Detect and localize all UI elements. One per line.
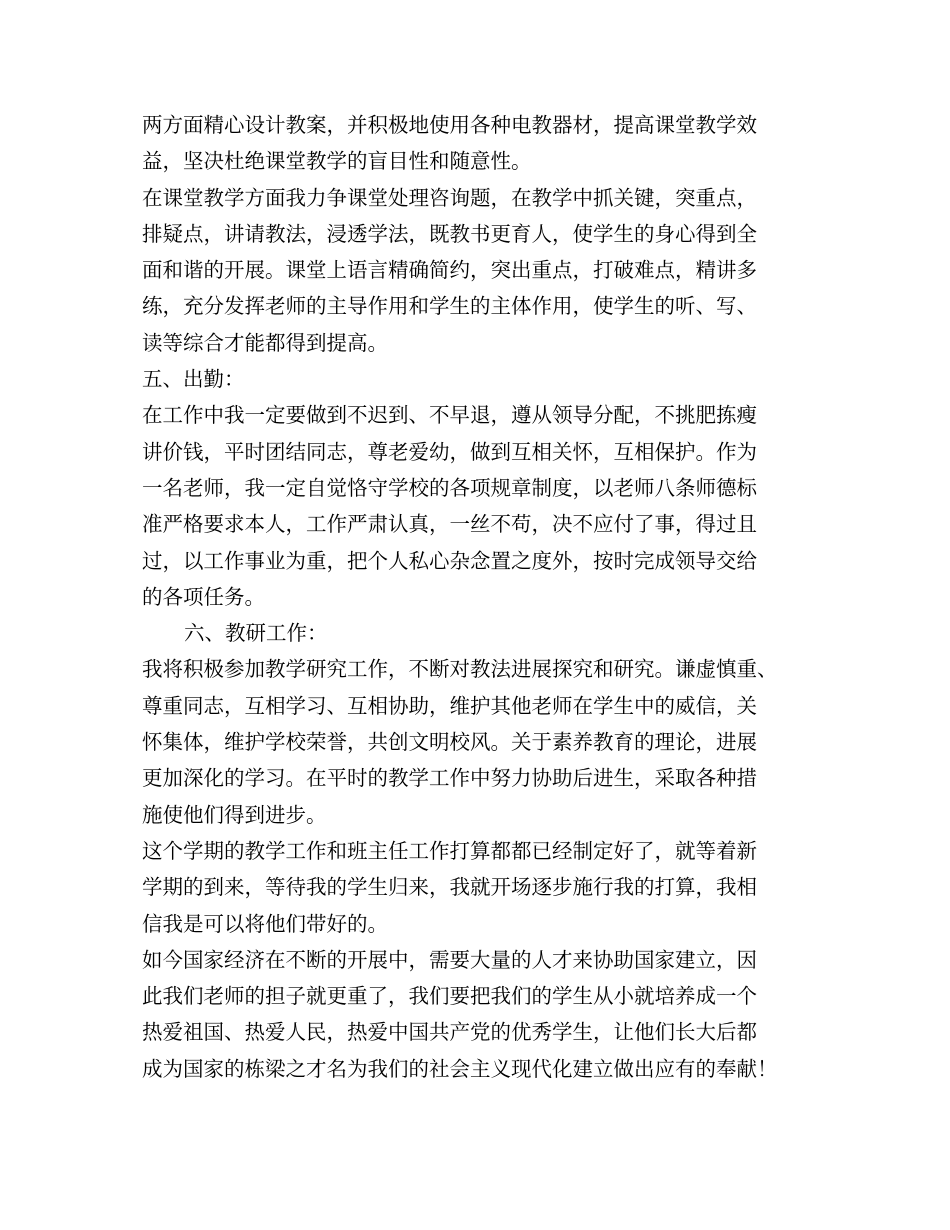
text-line: 此我们老师的担子就更重了，我们要把我们的学生从小就培养成一个 — [142, 984, 757, 1009]
text-line: 五、出勤： — [142, 367, 245, 392]
section-heading-attendance — [142, 361, 822, 397]
text-line: 六、教研工作： — [184, 621, 328, 646]
paragraph-classroom-teaching — [142, 180, 822, 361]
text-line: 准严格要求本人，工作严肃认真，一丝不苟，决不应付了事，得过且 — [142, 512, 757, 537]
text-line: 我将积极参加教学研究工作，不断对教法进展探究和研究。谦虚慎重、 — [142, 657, 778, 682]
text-line: 的各项任务。 — [142, 584, 265, 609]
text-line: 学期的到来，等待我的学生归来，我就开场逐步施行我的打算，我相 — [142, 875, 757, 900]
text-line: 排疑点，讲请教法，浸透学法，既教书更育人，使学生的身心得到全 — [142, 221, 757, 246]
paragraph-attendance — [142, 397, 822, 615]
text-line: 讲价钱，平时团结同志，尊老爱幼，做到互相关怀，互相保护。作为 — [142, 439, 757, 464]
text-line: 这个学期的教学工作和班主任工作打算都都已经制定好了，就等着新 — [142, 838, 757, 863]
paragraph-lesson-design — [142, 107, 822, 180]
text-line: 面和谐的开展。课堂上语言精确简约，突出重点，打破难点，精讲多 — [142, 258, 757, 283]
paragraph-research — [142, 651, 822, 832]
paragraph-conclusion — [142, 942, 822, 1087]
text-line: 一名老师，我一定自觉恪守学校的各项规章制度，以老师八条师德标 — [142, 475, 757, 500]
text-line: 在课堂教学方面我力争课堂处理咨询题，在教学中抓关键，突重点， — [142, 185, 757, 210]
text-line: 尊重同志，互相学习、互相协助，维护其他老师在学生中的威信，关 — [142, 693, 757, 718]
document-page — [142, 107, 822, 1087]
text-line: 在工作中我一定要做到不迟到、不早退，遵从领导分配，不挑肥拣瘦 — [142, 403, 757, 428]
text-line: 施使他们得到进步。 — [142, 802, 327, 827]
text-line: 成为国家的栋梁之才名为我们的社会主义现代化建立做出应有的奉献！ — [142, 1056, 778, 1081]
section-heading-research — [142, 615, 822, 651]
text-line: 更加深化的学习。在平时的教学工作中努力协助后进生，采取各种措 — [142, 766, 757, 791]
text-line: 练，充分发挥老师的主导作用和学生的主体作用，使学生的听、写、 — [142, 294, 757, 319]
text-line: 热爱祖国、热爱人民，热爱中国共产党的优秀学生，让他们长大后都 — [142, 1020, 757, 1045]
text-line: 读等综合才能都得到提高。 — [142, 330, 388, 355]
paragraph-semester-plan — [142, 833, 822, 942]
text-line: 益，坚决杜绝课堂教学的盲目性和随意性。 — [142, 149, 532, 174]
text-line: 怀集体，维护学校荣誉，共创文明校风。关于素养教育的理论，进展 — [142, 730, 757, 755]
text-line: 过，以工作事业为重，把个人私心杂念置之度外，按时完成领导交给 — [142, 548, 757, 573]
text-line: 信我是可以将他们带好的。 — [142, 911, 388, 936]
text-line: 两方面精心设计教案，并积极地使用各种电教器材，提高课堂教学效 — [142, 113, 757, 137]
text-line: 如今国家经济在不断的开展中，需要大量的人才来协助国家建立，因 — [142, 947, 757, 972]
